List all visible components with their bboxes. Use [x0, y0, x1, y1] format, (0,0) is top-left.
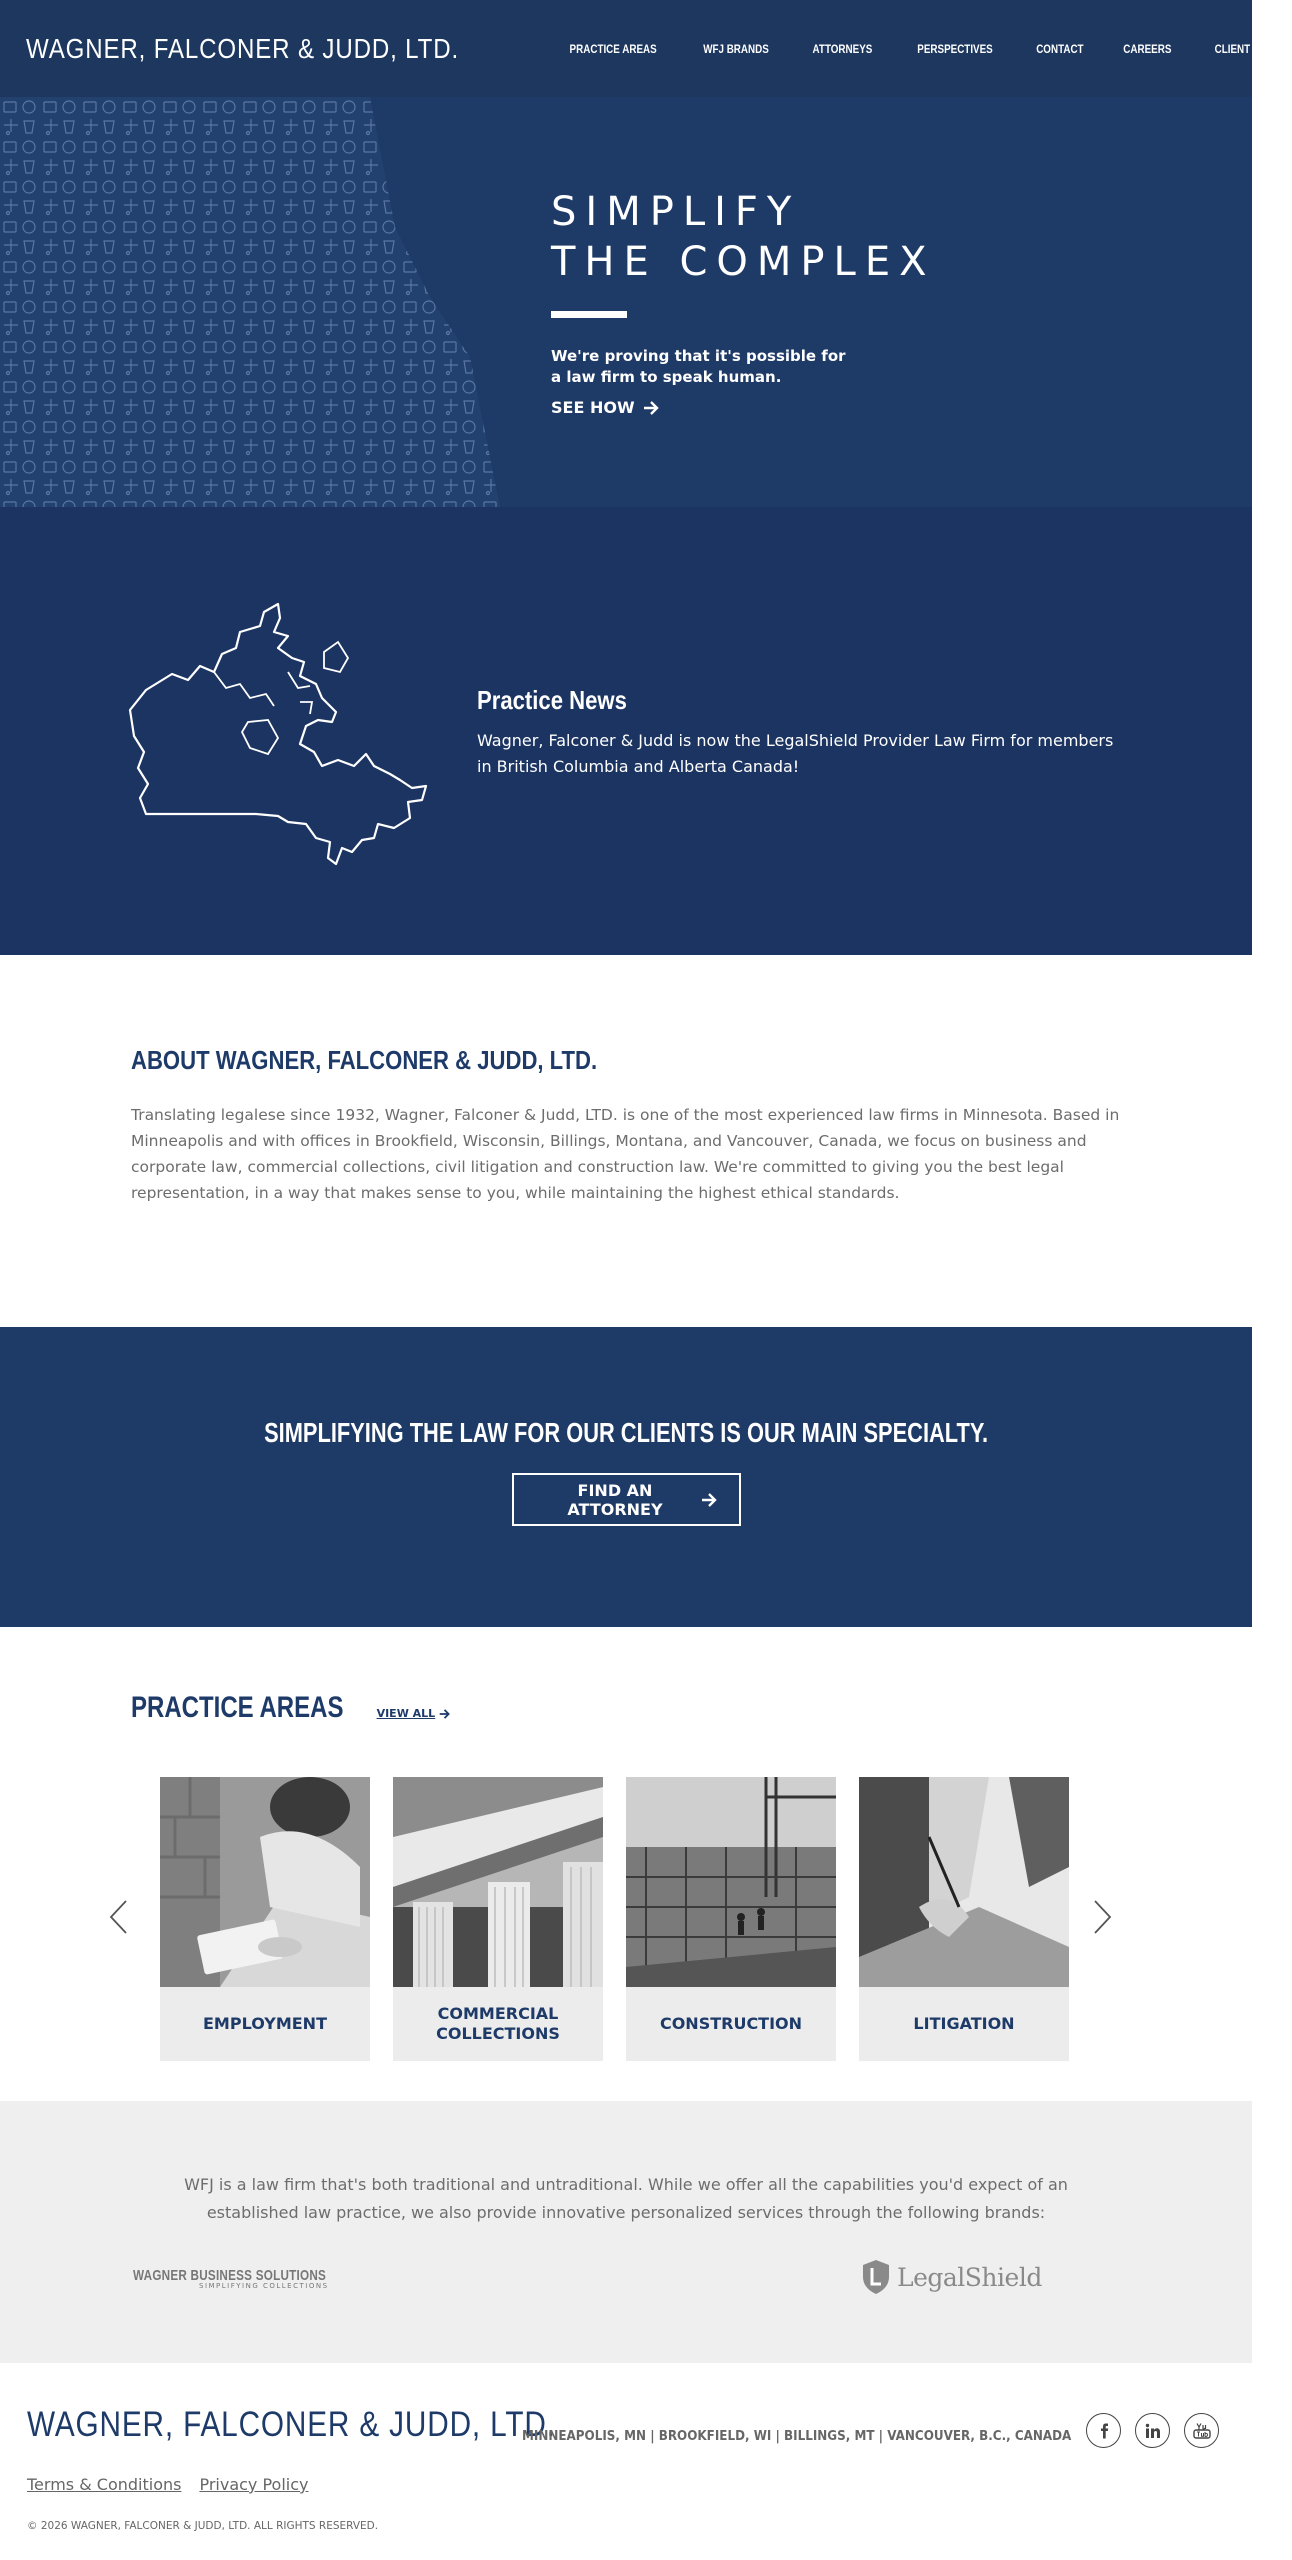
arrow-right-icon [439, 1709, 450, 1719]
icon-pattern-background [0, 97, 500, 507]
practice-card-employment[interactable] [160, 1777, 370, 2061]
practice-news-section [0, 507, 1252, 955]
office-locations: MINNEAPOLIS, MN | BROOKFIELD, WI | BILLINGS, MT | VANCOUVER, B.C., CANADA [522, 2429, 1072, 2444]
practice-card-label: CONSTRUCTION [659, 2014, 803, 2033]
hero-subtitle: We're proving that it's possible for a law firm to speak human. [551, 347, 846, 386]
find-attorney-button[interactable]: FIND AN ATTORNEY [512, 1473, 741, 1526]
facebook-icon[interactable] [1086, 2413, 1121, 2448]
legal-links [27, 2475, 309, 2494]
nav-careers[interactable]: CAREERS [1123, 41, 1172, 56]
nav-client-login[interactable]: CLIENT LOGIN [1214, 41, 1285, 56]
main-menu [530, 42, 1292, 56]
site-logo[interactable]: WAGNER, FALCONER & JUDD, LTD. [26, 32, 460, 64]
carousel-prev-arrow-icon[interactable] [108, 1899, 128, 1935]
hero-title: SIMPLIFY THE COMPLEX [551, 189, 936, 285]
practice-card-label: COMMERCIAL COLLECTIONS [436, 2004, 560, 2043]
practice-areas-section [0, 1627, 1252, 2101]
practice-card-construction[interactable] [626, 1777, 836, 2061]
see-how-link[interactable]: SEE HOW [551, 398, 659, 417]
footer-logo[interactable]: WAGNER, FALCONER & JUDD, LTD. [27, 2405, 556, 2444]
nav-perspectives[interactable]: PERSPECTIVES [916, 41, 993, 56]
practice-areas-header [131, 1691, 1252, 1725]
practice-card-label: EMPLOYMENT [203, 2014, 327, 2033]
news-body: Wagner, Falconer & Judd is now the LegalShield Provider Law Firm for members in British Columbia and Alberta Canada! [477, 731, 1114, 776]
nav-practice-areas[interactable]: PRACTICE AREAS [569, 41, 657, 56]
nav-wfj-brands[interactable]: WFJ BRANDS [702, 41, 769, 56]
wagner-business-solutions-logo[interactable]: WAGNER BUSINESS SOLUTIONS SIMPLIFYING COLLECTIONS [133, 2267, 329, 2290]
arrow-right-icon [701, 1493, 717, 1507]
arrow-right-icon [643, 401, 659, 415]
news-text [477, 685, 1117, 780]
construction-photo [626, 1777, 836, 1987]
cta-section [0, 1327, 1252, 1627]
hero-banner [0, 97, 1252, 507]
practice-card-label: LITIGATION [913, 2014, 1015, 2033]
view-all-link[interactable]: VIEW ALL [377, 1707, 451, 1720]
hero-text [551, 187, 936, 417]
commercial-collections-photo [393, 1777, 603, 1987]
copyright: © 2026 WAGNER, FALCONER & JUDD, LTD. ALL RIGHTS RESERVED. [27, 2520, 379, 2532]
legalshield-shield-icon [861, 2259, 891, 2295]
practice-areas-title: PRACTICE AREAS [131, 1691, 344, 1724]
employment-photo [160, 1777, 370, 1987]
cta-title: SIMPLIFYING THE LAW FOR OUR CLIENTS IS OUR MAIN SPECIALTY. [264, 1417, 988, 1448]
youtube-icon[interactable] [1184, 2413, 1219, 2448]
about-body: Translating legalese since 1932, Wagner, Falconer & Judd, LTD. is one of the most experienced law firms in Minnesota. Based in Minneapolis and with offices in Brookfield, Wisconsin, Billings, Montana, and Vancouver, Canada, we focus on business and corporate law, commercial collections, civil litigation and construction law. We're committed to giving you the best legal representation, in a way that makes sense to you, while maintaining the highest ethical standards. [131, 1106, 1120, 1202]
practice-area-carousel [160, 1777, 1069, 2061]
canada-map-icon [128, 602, 430, 867]
hero-divider [551, 311, 627, 318]
privacy-link[interactable]: Privacy Policy [199, 2475, 309, 2494]
litigation-photo [859, 1777, 1069, 1987]
brands-section [0, 2101, 1252, 2363]
top-nav [0, 0, 1285, 97]
nav-contact[interactable]: CONTACT [1035, 41, 1084, 56]
terms-link[interactable]: Terms & Conditions [27, 2475, 182, 2494]
about-title: ABOUT WAGNER, FALCONER & JUDD, LTD. [131, 1045, 598, 1075]
about-section [0, 955, 1252, 1327]
carousel-next-arrow-icon[interactable] [1093, 1899, 1113, 1935]
brands-intro: WFJ is a law firm that's both traditional and untraditional. While we offer all the capabilities you'd expect of an established law practice, we also provide innovative personalized services through the following brands: [184, 2175, 1068, 2222]
practice-card-commercial-collections[interactable] [393, 1777, 603, 2061]
nav-attorneys[interactable]: ATTORNEYS [812, 41, 873, 56]
practice-card-litigation[interactable] [859, 1777, 1069, 2061]
news-title: Practice News [477, 685, 627, 715]
social-links [1086, 2413, 1219, 2448]
legalshield-logo[interactable]: LegalShield [861, 2259, 1042, 2295]
site-footer [0, 2363, 1252, 2560]
linkedin-icon[interactable] [1135, 2413, 1170, 2448]
